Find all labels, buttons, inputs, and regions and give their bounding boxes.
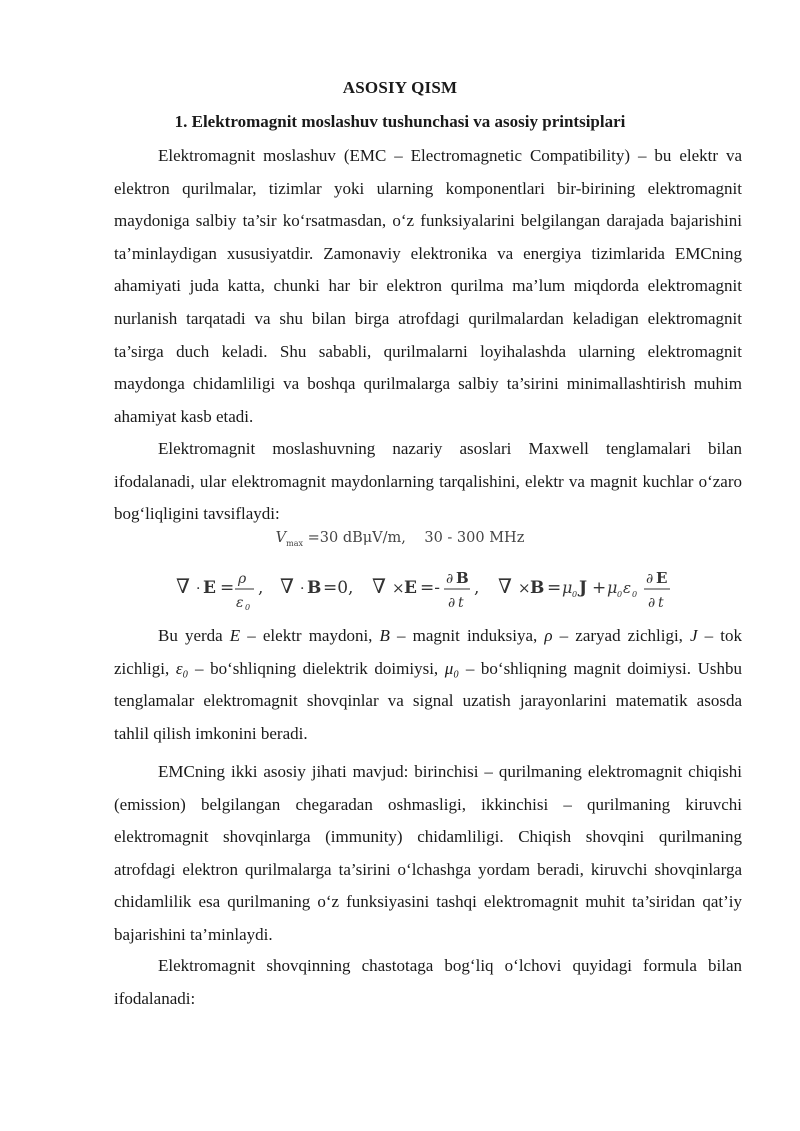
svg-text:∂: ∂ [448, 595, 456, 611]
paragraph-emc-aspects [114, 756, 742, 952]
svg-text:E: E [656, 569, 668, 587]
svg-text:·: · [196, 581, 201, 597]
paragraph-frequency-intro [114, 950, 742, 1015]
svg-text:B: B [456, 569, 469, 587]
svg-text:=: = [547, 578, 562, 598]
svg-text:×: × [392, 579, 405, 597]
svg-text:E: E [404, 578, 417, 598]
svg-text:∇: ∇ [280, 574, 294, 598]
svg-text:ε: ε [623, 579, 632, 597]
svg-text:×: × [518, 579, 531, 597]
svg-text:=-: =- [420, 578, 440, 598]
svg-text:J: J [579, 578, 588, 598]
svg-text:∂: ∂ [646, 571, 654, 587]
page-heading: ASOSIY QISM [342, 78, 458, 97]
svg-text:μ: μ [562, 578, 573, 597]
svg-text:,: , [474, 578, 480, 598]
svg-text:∂: ∂ [648, 595, 656, 611]
svg-text:∇: ∇ [176, 574, 190, 598]
svg-text:·: · [300, 581, 305, 597]
svg-text:ρ: ρ [238, 571, 247, 587]
svg-text:E: E [203, 578, 216, 598]
maxwell-equations [176, 563, 696, 615]
svg-text:0: 0 [245, 603, 251, 612]
paragraph-maxwell-intro [114, 433, 742, 531]
svg-text:=: = [220, 578, 235, 598]
svg-text:0: 0 [572, 590, 578, 599]
paragraph-symbol-definitions: Bu yerda E – elektr maydoni, B – magnit induksiya, ρ – zaryad zichligi, J – tok zichligi, ε₀ – bo‘shliqning dielektrik doimiysi, μ₀ – bo‘shliqning magnit doimiysi. Ushbu tenglamalar elektromagnit shovqinlar va signal uzatish jarayonlarini matematik asosda tahlil qilish imkonini beradi. [114, 626, 742, 743]
svg-text:∂: ∂ [446, 571, 454, 587]
paragraph-text: Elektromagnit moslashuvning nazariy asoslari Maxwell tenglamalari bilan ifodalanadi, ular elektromagnit maydonlarning tarqalishini, elektr va magnit kuchlar o‘zaro bog‘liqligini tavsiflaydi: [114, 439, 742, 524]
maxwell-equations-graphic [176, 563, 696, 615]
emission-limit-equation: $V_{max} =30$ dBμV/m, 30 - 300 MHz [275, 530, 525, 548]
svg-text:∇: ∇ [372, 574, 386, 598]
paragraph-text: Elektromagnit shovqinning chastotaga bog‘liq o‘lchovi quyidagi formula bilan ifodalanadi: [114, 956, 742, 1008]
svg-text:ε: ε [236, 595, 244, 611]
svg-text:0: 0 [632, 590, 638, 599]
svg-text:∇: ∇ [498, 574, 512, 598]
svg-text:B: B [530, 578, 545, 598]
paragraph-emc-definition [114, 140, 742, 433]
svg-text:t: t [458, 595, 464, 611]
section-title: 1. Elektromagnit moslashuv tushunchasi va asosiy printsiplari [174, 112, 626, 131]
svg-text:μ: μ [607, 578, 618, 597]
svg-text:,: , [258, 578, 264, 598]
paragraph-text: EMCning ikki asosiy jihati mavjud: birinchisi – qurilmaning elektromagnit chiqishi (emission) belgilangan chegaradan oshmasligi, ikkinchisi – qurilmaning kiruvchi elektromagnit shovqinlarga (immunity) chidamliligi. Chiqish shovqini qurilmaning atrofdagi elektron qurilmalarga ta’sirini o‘lchashga yordam beradi, kiruvchi shovqinlarga chidamlilik esa qurilmaning o‘z funksiyasini tashqi elektromagnit muhit ta’siridan qat’iy bajarishini ta’minlaydi. [114, 762, 742, 944]
svg-text:0: 0 [617, 590, 623, 599]
svg-text:+: + [592, 578, 607, 598]
svg-text:t: t [658, 595, 664, 611]
svg-text:=0,: =0, [323, 578, 354, 598]
svg-text:B: B [307, 578, 322, 598]
paragraph-text: Elektromagnit moslashuv (EMC – Electromagnetic Compatibility) – bu elektr va elektron qurilmalar, tizimlar yoki ularning komponentlari bir-birining elektromagnit maydoniga salbiy ta’sir ko‘rsatmasdan, o‘z funksiyalarini belgilangan darajada bajarishini ta’minlaydigan xususiyatdir. Zamonaviy elektronika va energiya tizimlarida EMCning ahamiyati juda katta, chunki har bir elektron qurilma ma’lum miqdorda elektromagnit nurlanish tarqatadi va shu bilan birga atrofdagi qurilmalardan keladigan elektromagnit ta’sirga duch keladi. Shu sababli, qurilmalarni loyihalashda ularning elektromagnit maydonga chidamliligi va boshqa qurilmalarga salbiy ta’sirini minimallashtirish muhim ahamiyat kasb etadi. [114, 146, 742, 426]
